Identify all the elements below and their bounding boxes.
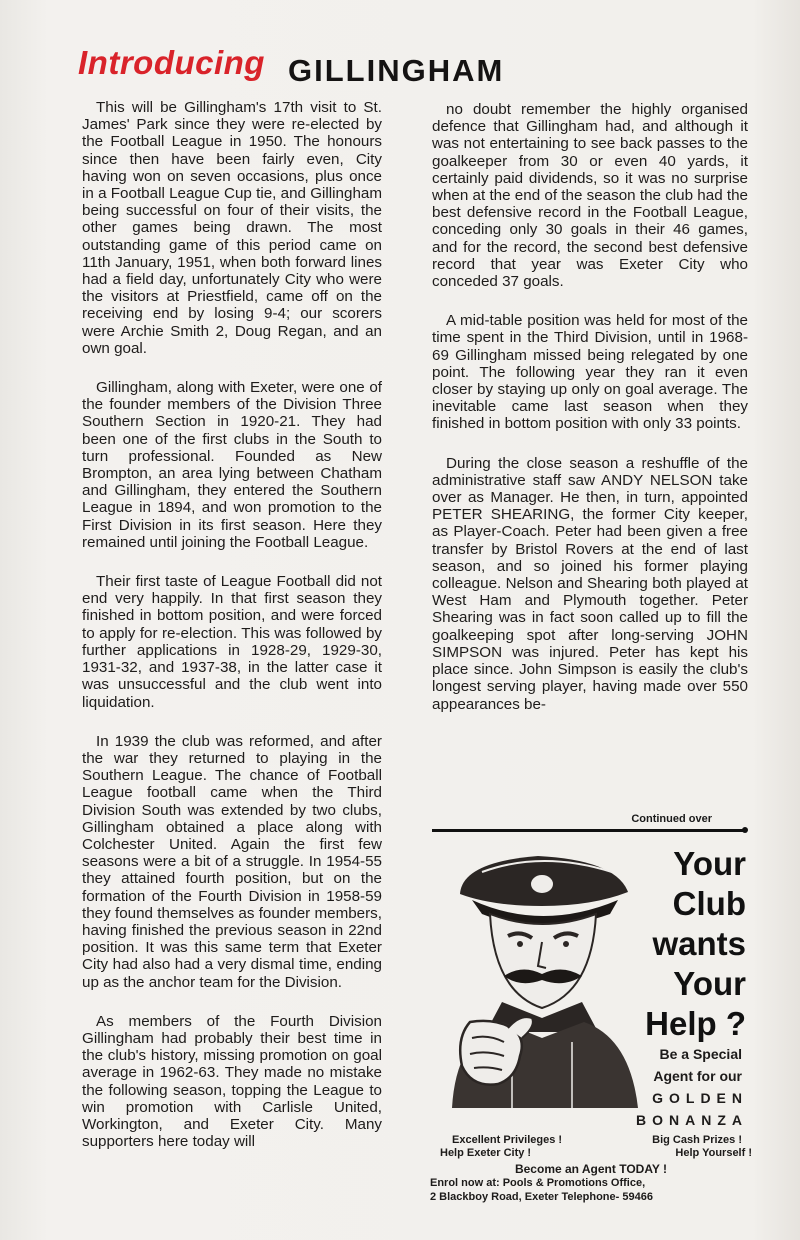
- perk-item: Help Exeter City !: [440, 1147, 532, 1159]
- golden-bonanza-advert: [430, 838, 752, 1218]
- slogan-line: wants: [652, 925, 746, 962]
- paragraph: Their first taste of League Football did not end very happily. In that first season they finished in bottom position, and were forced to apply for re-election. This was followed by further applications in 1928-29, 1929-30, 1931-32, and 1937-38, in the latter case it was unsuccessful and the club went into liquidation.: [82, 573, 382, 711]
- continued-over-bar: [432, 813, 746, 838]
- slogan-line: Your: [673, 965, 746, 1002]
- perk-item: Help Yourself !: [675, 1147, 752, 1159]
- paragraph: Gillingham, along with Exeter, were one of the founder members of the Division Three Southern Section in 1920-21. They had been one of the first clubs in the South to turn professional. Founded as New Brompton, an area lying between Chatham and Gillingham, they entered the Southern League in 1894, and won promotion to the First Division in its first season. Here they remained until joining the Football League.: [82, 379, 382, 551]
- perks-list: [440, 1134, 752, 1160]
- introducing-heading: Introducing: [78, 44, 265, 81]
- agent-line: Agent for our: [653, 1068, 742, 1084]
- paragraph: During the close season a reshuffle of the administrative staff saw ANDY NELSON take over as Manager. He then, in turn, appointed PETER SHEARING, the former City keeper, as Player-Coach. Peter had been given a free transfer by Bristol Rovers at the end of last season, and so joined his former playing colleague. Nelson and Shearing both played at West Ham and Plymouth together. Peter Shearing was in fact soon called up to fill the goalkeeping spot after long-serving JOHN SIMPSON was injured. Peter has kept his place since. John Simpson is easily the club's longest serving player, having made over 550 appearances be-: [432, 454, 748, 713]
- paragraph: In 1939 the club was reformed, and after the war they returned to playing in the Southern League. The chance of Football League football came when the Third Division South was extended by two clubs, Gillingham obtained a place along with Colchester United. Again the first few seasons were a bit of a struggle. In 1954-55 they attained fourth position, but on the formation of the Fourth Division in 1958-59 they found themselves as founder members, having finished the previous season in 22nd position. It was this same term that Exeter City had also had a very dismal time, ending up as the anchor team for the Division.: [82, 732, 382, 991]
- become-agent-cta: Become an Agent TODAY !: [514, 1162, 668, 1176]
- paragraph: A mid-table position was held for most of the time spent in the Third Division, until in 1968-69 Gillingham missed being relegated by one point. The following year they ran it even closer by staying up only on goal average. The inevitable came last season when they finished in bottom position with only 33 points.: [432, 312, 748, 433]
- perk-item: Excellent Privileges !: [452, 1134, 563, 1146]
- bonanza-word: BONANZA: [636, 1112, 748, 1128]
- your-club-wants-your-help-slogan: [626, 844, 746, 1044]
- perk-item: Big Cash Prizes !: [652, 1134, 742, 1146]
- paragraph: As members of the Fourth Division Gillingham had probably their best time in the club's history, missing promotion on goal average in 1962-63. They made no mistake the following season, topping the League to win promotion with Carlisle United, Workington, and Exeter City. Many supporters here today will: [82, 1012, 382, 1151]
- right-column: [432, 101, 748, 735]
- agent-line: Be a Special: [659, 1046, 742, 1062]
- enrol-details: [430, 1162, 752, 1204]
- continued-over-label: Continued over: [631, 813, 712, 825]
- slogan-line: Club: [672, 885, 746, 922]
- article-header: [78, 44, 548, 92]
- team-name-heading: GILLINGHAM: [288, 53, 505, 88]
- special-agent-text: [592, 1043, 748, 1131]
- slogan-line: Help ?: [645, 1005, 746, 1042]
- paragraph: no doubt remember the highly organised defence that Gillingham had, and although it was not entertaining to see back passes to the goalkeeper from 30 or even 40 yards, it certainly paid dividends, so it was no surprise when at the end of the season the club had the best defensive record in the Football League, conceding only 30 goals in their 46 games, and for the record, the second best defensive record that year was Exeter City who conceded 37 goals.: [432, 101, 748, 291]
- divider-line: [432, 829, 746, 832]
- paragraph: This will be Gillingham's 17th visit to St. James' Park since they were re-elected by the Football League in 1950. The honours since then have been fairly even, City having won on seven occasions, plus once in a Football League Cup tie, and Gillingham being successful on four of their visits, the other games being drawn. The most outstanding game of this period came on 11th January, 1951, when both forward lines had a field day, unfortunately City who were the visitors at Priestfield, came off on the receiving end by losing 9-4; our scorers were Archie Smith 2, Doug Regan, and an own goal.: [82, 99, 382, 357]
- left-column: [82, 99, 382, 1172]
- enrol-address-line: 2 Blackboy Road, Exeter Telephone- 59466: [430, 1191, 653, 1203]
- golden-word: GOLDEN: [652, 1090, 748, 1106]
- slogan-line: Your: [673, 845, 746, 882]
- enrol-address-line: Enrol now at: Pools & Promotions Office,: [430, 1177, 646, 1189]
